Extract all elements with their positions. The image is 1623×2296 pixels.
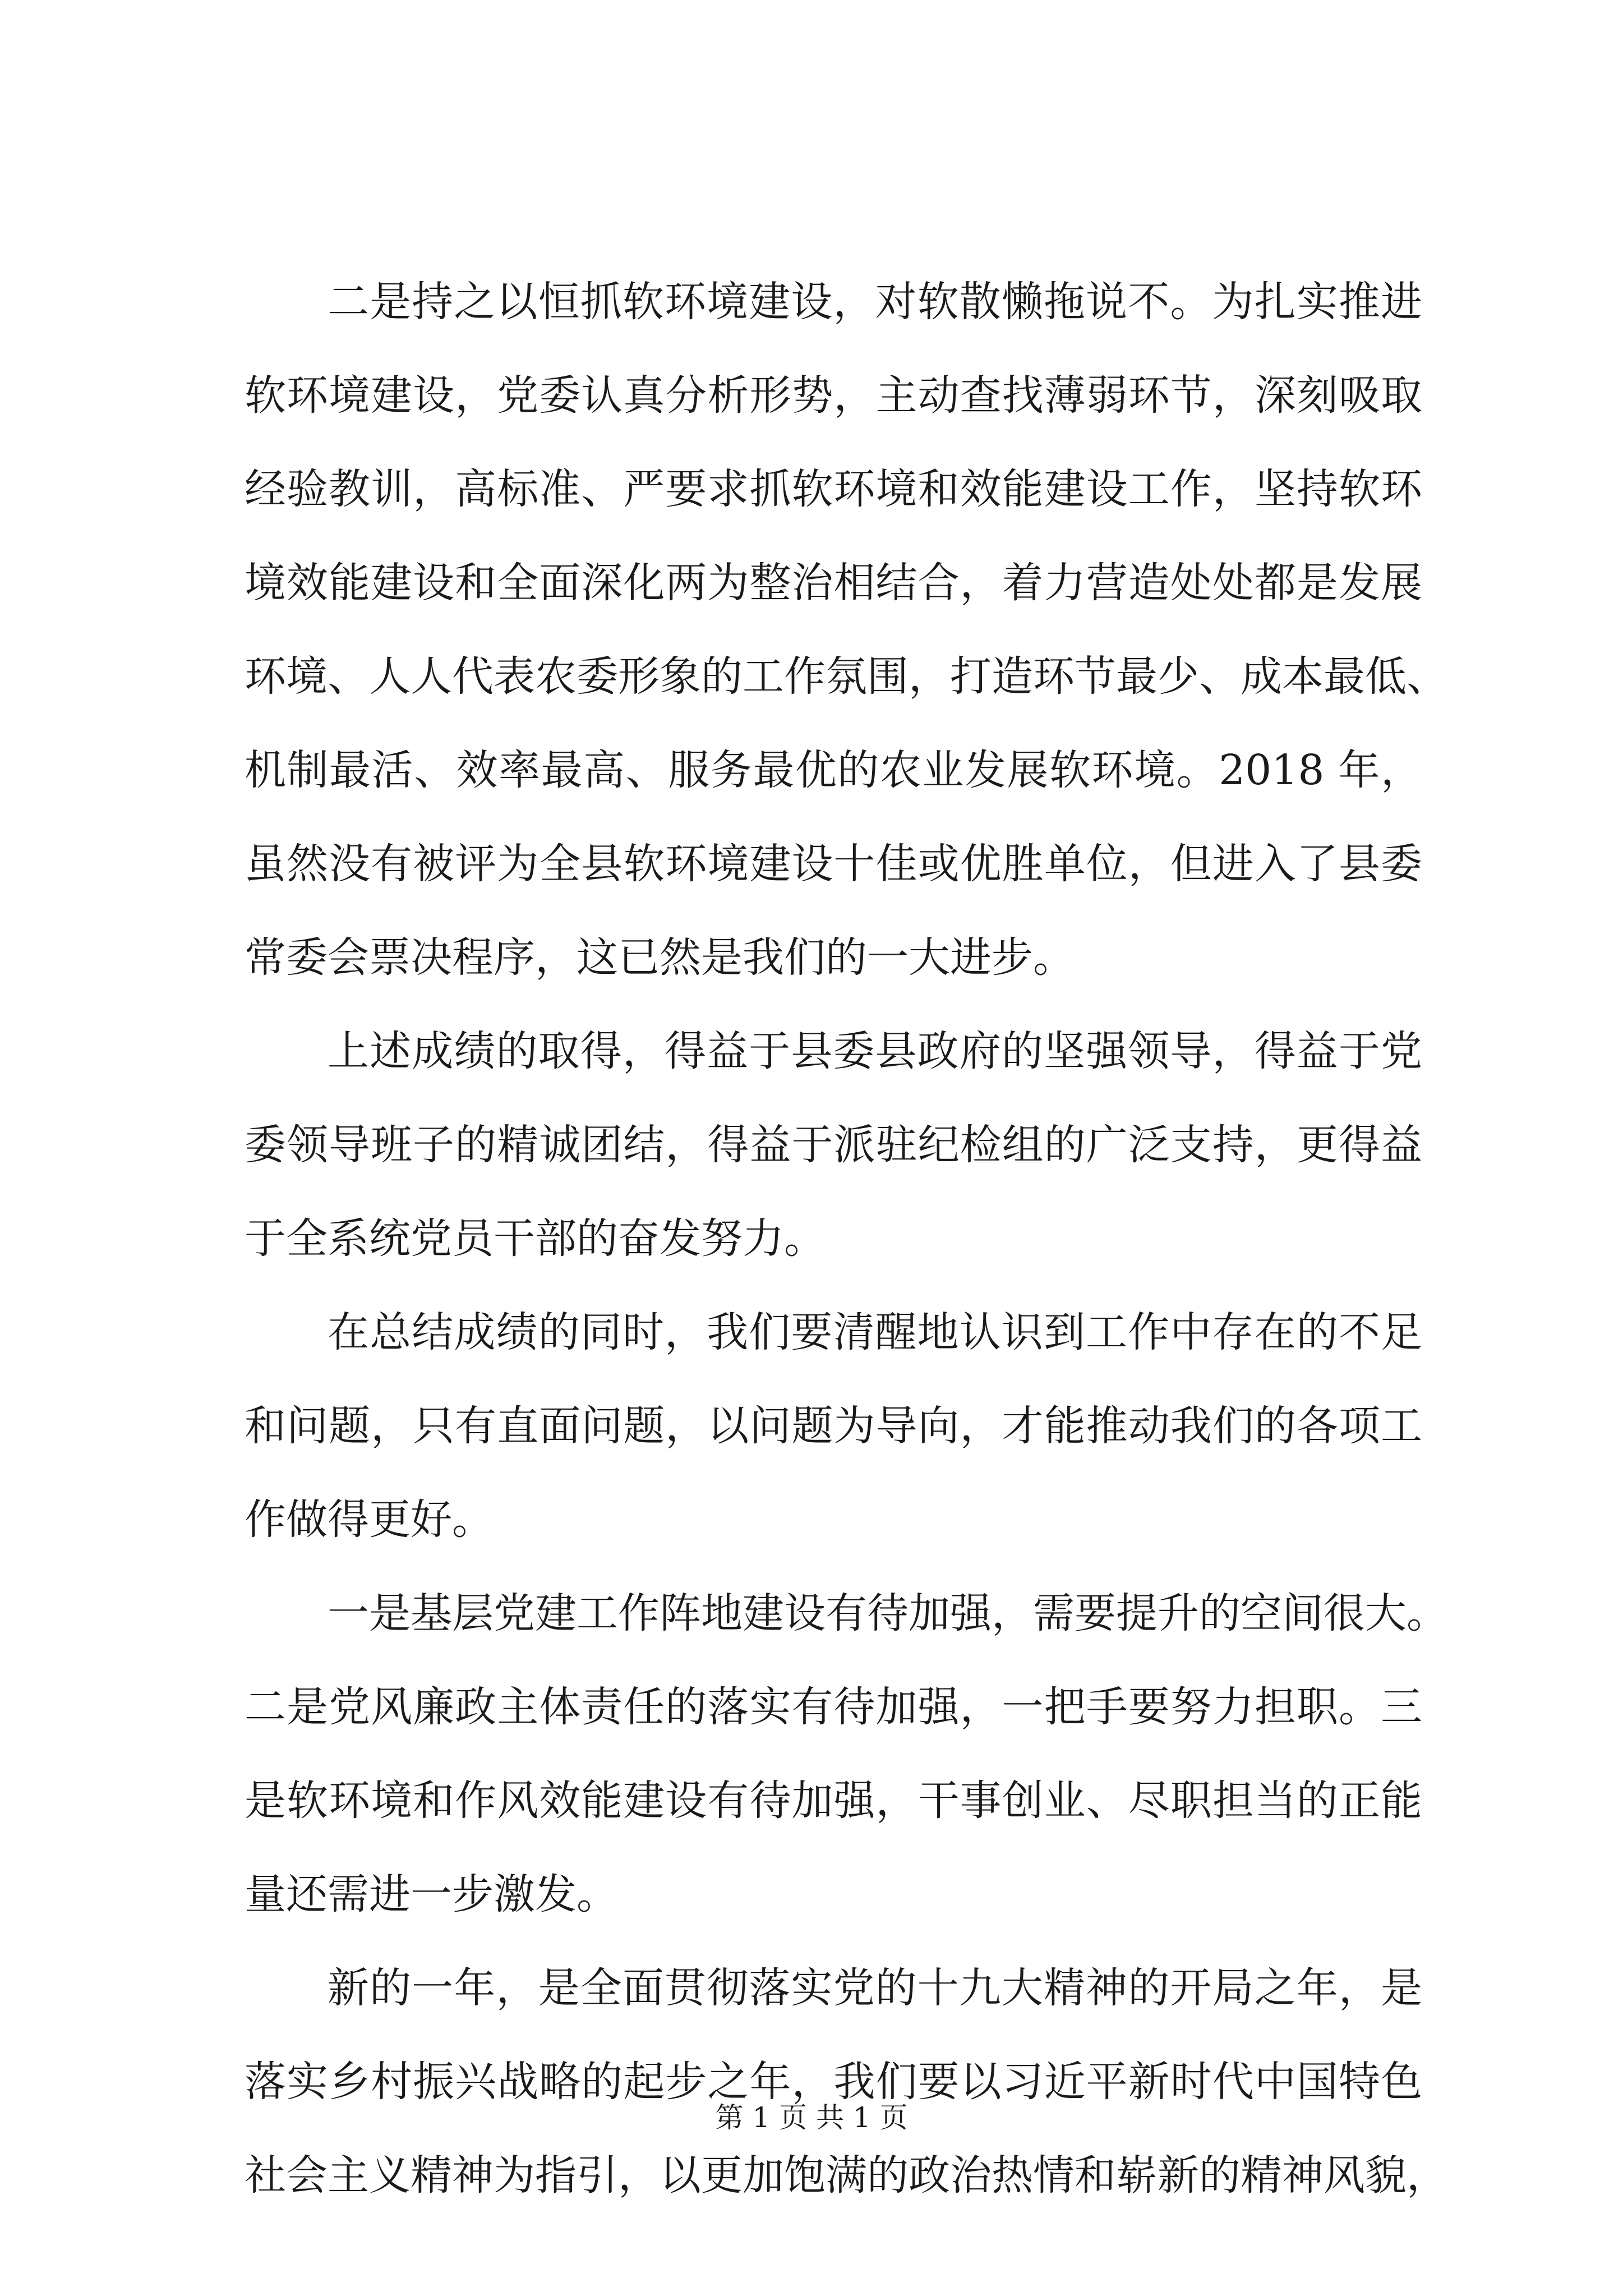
page-footer (0, 2098, 1623, 2137)
text-line: 新的一年，是全面贯彻落实党的十九大精神的开局之年，是 (328, 1964, 1422, 2012)
text-line: 和问题，只有直面问题，以问题为导向，才能推动我们的各项工 (245, 1402, 1422, 1450)
text-line: 是软环境和作风效能建设有待加强，干事创业、尽职担当的正能 (245, 1777, 1422, 1825)
text-line: 机制最活、效率最高、服务最优的农业发展软环境。2018 年， (245, 746, 1422, 794)
text-line: 作做得更好。 (245, 1496, 494, 1544)
text-line: 软环境建设，党委认真分析形势，主动查找薄弱环节，深刻吸取 (245, 371, 1422, 420)
text-line: 经验教训，高标准、严要求抓软环境和效能建设工作，坚持软环 (245, 465, 1422, 513)
text-line: 二是持之以恒抓软环境建设，对软散懒拖说不。为扎实推进 (328, 278, 1422, 326)
text-line: 于全系统党员干部的奋发努力。 (245, 1214, 826, 1263)
text-line: 环境、人人代表农委形象的工作氛围，打造环节最少、成本最低、 (245, 652, 1448, 701)
text-line: 常委会票决程序，这已然是我们的一大进步。 (245, 933, 1075, 982)
text-line: 虽然没有被评为全县软环境建设十佳或优胜单位，但进入了县委 (245, 840, 1422, 888)
text-line: 委领导班子的精诚团结，得益于派驻纪检组的广泛支持，更得益 (245, 1121, 1422, 1169)
text-line: 一是基层党建工作阵地建设有待加强，需要提升的空间很大。 (328, 1589, 1448, 1637)
text-line: 量还需进一步激发。 (245, 1870, 618, 1918)
text-line: 落实乡村振兴战略的起步之年，我们要以习近平新时代中国特色 (245, 2058, 1422, 2106)
text-line: 社会主义精神为指引，以更加饱满的政治热情和崭新的精神风貌， (245, 2151, 1448, 2200)
text-line: 上述成绩的取得，得益于县委县政府的坚强领导，得益于党 (328, 1027, 1422, 1075)
text-line: 在总结成绩的同时，我们要清醒地认识到工作中存在的不足 (328, 1308, 1422, 1356)
text-line: 二是党风廉政主体责任的落实有待加强，一把手要努力担职。三 (245, 1683, 1422, 1731)
page-number: 第 1 页 共 1 页 (715, 2101, 908, 2134)
text-line: 境效能建设和全面深化两为整治相结合，着力营造处处都是发展 (245, 559, 1422, 607)
document-body (245, 255, 1448, 2223)
